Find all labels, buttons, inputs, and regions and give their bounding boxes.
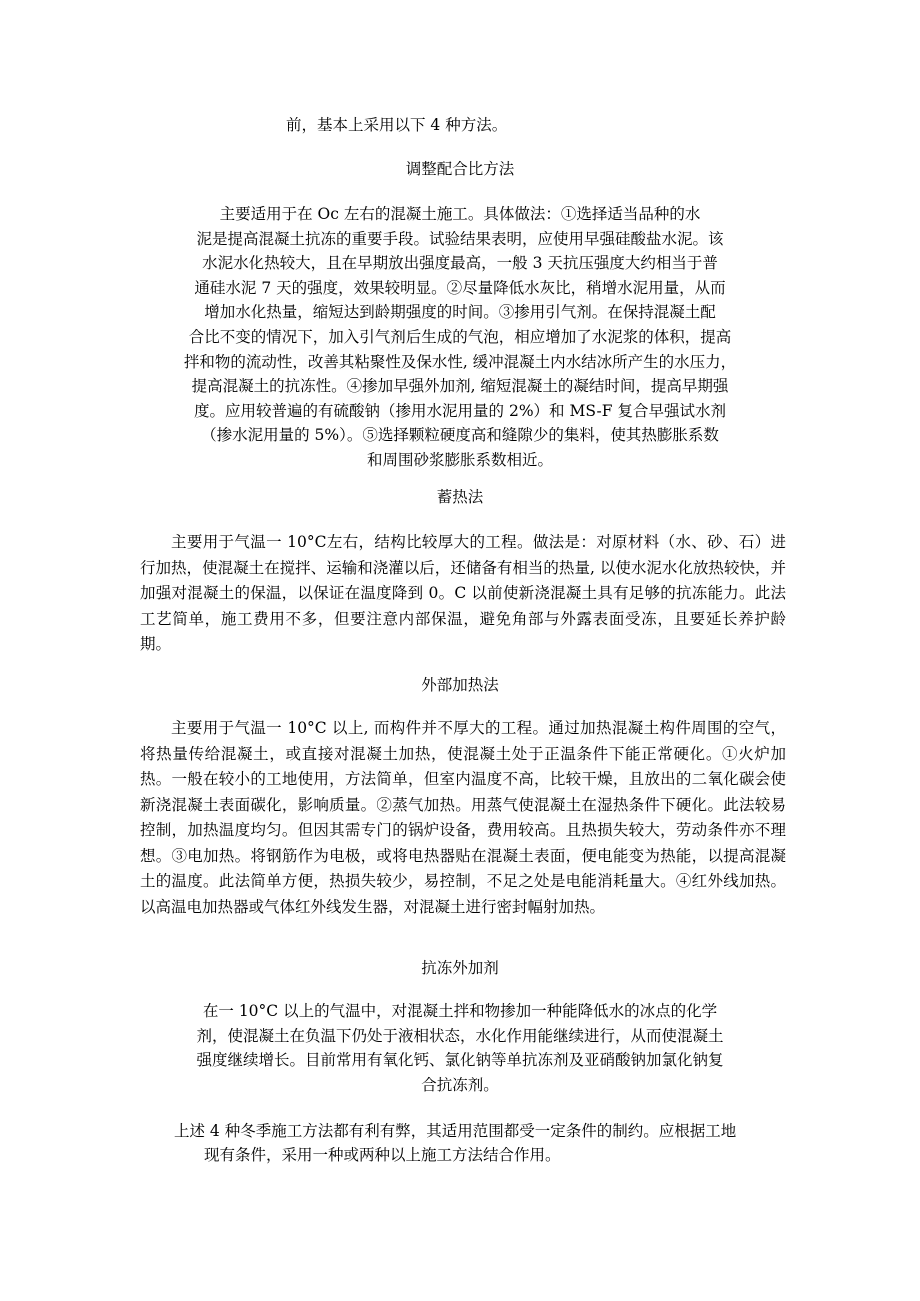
body-line: 拌和物的流动性，改善其粘聚性及保水性, 缓冲混凝土内水结冰所产生的水压力， — [183, 352, 737, 371]
body-line: 剂，使混凝土在负温下仍处于液相状态，水化作用能继续进行，从而使混凝土 — [196, 1026, 724, 1045]
conclusion-line-1: 上述 4 种冬季施工方法都有利有弊，其适用范围都受一定条件的制约。应根据工地 — [174, 1122, 737, 1140]
body-line: 增加水化热量，缩短达到龄期强度的时间。③掺用引气剂。在保持混凝土配 — [204, 303, 716, 322]
section-heading-antifreeze: 抗冻外加剂 — [421, 959, 499, 977]
body-line: 泥是提高混凝土抗冻的重要手段。试验结果表明，应使用早强硅酸盐水泥。该 — [196, 229, 724, 248]
section-body-heat-storage — [140, 530, 786, 658]
body-line: 合比不变的情况下，加入引气剂后生成的气泡，相应增加了水泥浆的体积，提高 — [188, 327, 732, 346]
intro-line: 前，基本上采用以下 4 种方法。 — [286, 116, 508, 134]
section-body-external-heating — [140, 716, 786, 920]
section-heading-heat-storage: 蓄热法 — [436, 488, 484, 506]
section-body-mix-ratio — [0, 202, 920, 473]
body-line: 在一 10°C 以上的气温中，对混凝土拌和物掺加一种能降低水的冰点的化学 — [202, 1002, 718, 1020]
conclusion-line-2: 现有条件，采用一种或两种以上施工方法结合作用。 — [204, 1146, 561, 1164]
body-line: （掺水泥用量的 5%）。⑤选择颗粒硬度高和缝隙少的集料，使其热膨胀系数 — [201, 426, 719, 445]
section-body-antifreeze — [0, 999, 920, 1097]
body-line: 强度继续增长。目前常用有氧化钙、氯化钠等单抗冻剂及亚硝酸钠加氯化钠复 — [196, 1051, 724, 1070]
section-heading-mix-ratio: 调整配合比方法 — [405, 160, 515, 178]
body-line: 水泥水化热较大，且在早期放出强度最高，一般 3 天抗压强度大约相当于普 — [202, 254, 718, 273]
body-line: 度。应用较普遍的有硫酸钠（掺用水泥用量的 2%）和 MS-F 复合早强试水剂 — [194, 401, 726, 420]
body-paragraph: 主要用于气温一 10°C 以上, 而构件并不厚大的工程。通过加热混凝土构件周围的空气，将热量传给混凝土，或直接对混凝土加热，使混凝土处于正温条件下能正常硬化。①火炉加热。一般在较小的工地使用，方法简单，但室内温度不高，比较干燥，且放出的二氧化碳会使新浇混凝土表面碳化，影响质量。②蒸气加热。用蒸气使混凝土在湿热条件下硬化。此法较易控制，加热温度均匀。但因其需专门的锅炉设备，费用较高。且热损失较大，劳动条件亦不理想。③电加热。将钢筋作为电极，或将电热器贴在混凝土表面，便电能变为热能，以提高混凝土的温度。此法简单方便，热损失较少，易控制，不足之处是电能消耗量大。④红外线加热。以高温电加热器或气体红外线发生器，对混凝土进行密封幅射加热。 — [140, 719, 786, 916]
body-line: 提高混凝土的抗冻性。④掺加早强外加剂, 缩短混凝土的凝结时间，提高早期强 — [191, 377, 729, 396]
body-paragraph: 主要用于气温一 10°C左右，结构比较厚大的工程。做法是：对原材料（水、砂、石）进行加热，使混凝土在搅拌、运输和浇灌以后，还储备有相当的热量, 以使水泥水化放热较快，并加强对混凝土的保温，以保证在温度降到 0。C 以前使新浇混凝土具有足够的抗冻能力。此法工艺简单，施工费用不多，但要注意内部保温，避免角部与外露表面受冻，且要延长养护龄期。 — [140, 533, 786, 653]
section-heading-external-heating: 外部加热法 — [421, 676, 499, 694]
body-line: 合抗冻剂。 — [421, 1075, 499, 1094]
body-line: 主要适用于在 Oc 左右的混凝土施工。具体做法：①选择适当品种的水 — [219, 205, 701, 223]
body-line: 和周围砂浆膨胀系数相近。 — [366, 450, 553, 469]
body-line: 通硅水泥 7 天的强度，效果较明显。②尽量降低水灰比，稍增水泥用量，从而 — [194, 278, 726, 297]
